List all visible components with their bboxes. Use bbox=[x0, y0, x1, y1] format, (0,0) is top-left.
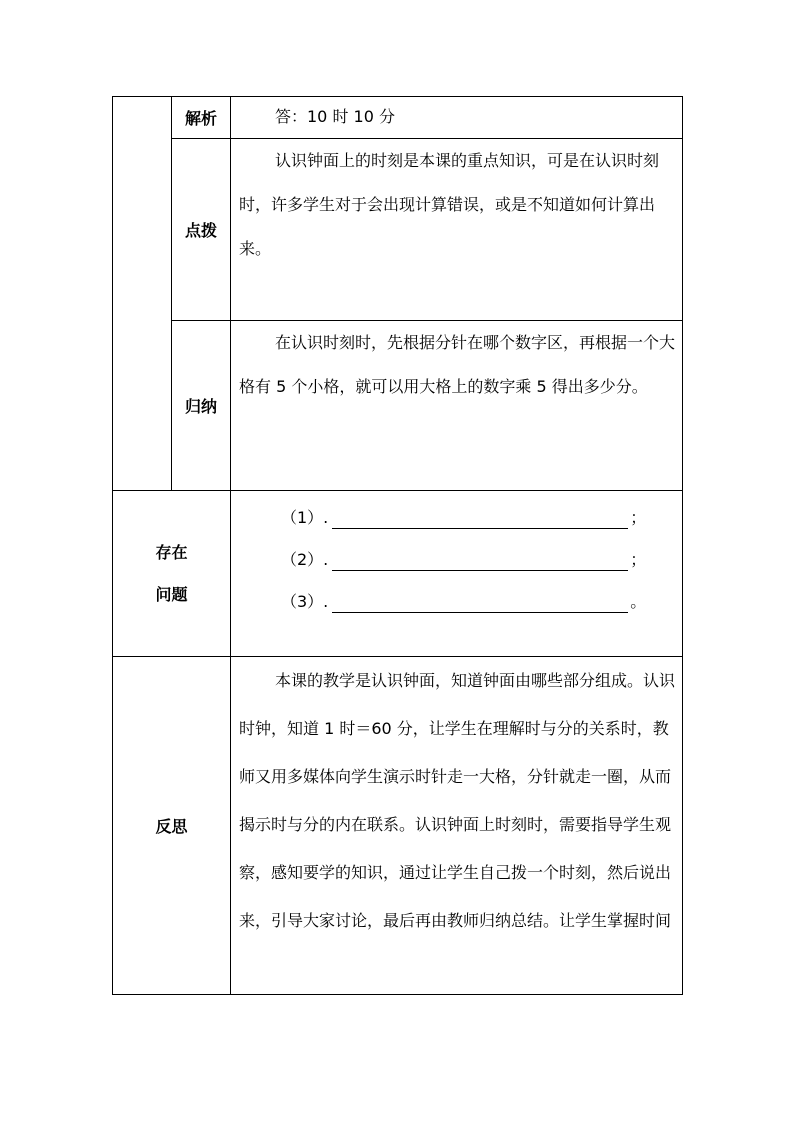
row-dianbo bbox=[113, 139, 683, 321]
problem-blank-line[interactable] bbox=[332, 550, 628, 571]
label-problems bbox=[113, 491, 231, 657]
label-problems-line2: 问题 bbox=[155, 584, 188, 604]
cell-problems bbox=[231, 491, 683, 657]
row-problems bbox=[113, 491, 683, 657]
label-fansi: 反思 bbox=[113, 657, 231, 995]
problem-number: （2）. bbox=[281, 550, 329, 569]
row-guina bbox=[113, 321, 683, 491]
problem-punct: 。 bbox=[630, 592, 647, 611]
problem-punct: ； bbox=[630, 550, 647, 569]
cell-fansi bbox=[231, 657, 683, 995]
row-fansi bbox=[113, 657, 683, 995]
problem-punct: ； bbox=[630, 508, 647, 527]
answer-text: 答：10 时 10 分 bbox=[275, 107, 395, 126]
cell-jiexi bbox=[231, 97, 683, 139]
lesson-table bbox=[112, 96, 683, 995]
label-dianbo: 点拨 bbox=[172, 139, 231, 321]
cell-guina bbox=[231, 321, 683, 491]
label-problems-line1: 存在 bbox=[155, 542, 188, 562]
fansi-text: 本课的教学是认识钟面，知道钟面由哪些部分组成。认识时钟，知道 1 时＝60 分，让学生在理解时与分的关系时，教师又用多媒体向学生演示时针走一大格，分针就走一圈，从而揭示时与分的内在联系。认识钟面上时刻时，需要指导学生观察，感知要学的知识，通过让学生自己拨一个时刻，然后说出来，引导大家讨论，最后再由教师归纳总结。让学生掌握时间 bbox=[239, 671, 676, 930]
cell-dianbo bbox=[231, 139, 683, 321]
dianbo-text: 认识钟面上的时刻是本课的重点知识，可是在认识时刻时，许多学生对于会出现计算错误，或是不知道如何计算出来。 bbox=[239, 151, 660, 258]
row-jiexi bbox=[113, 97, 683, 139]
problem-number: （1）. bbox=[281, 508, 329, 527]
problem-blank-line[interactable] bbox=[332, 508, 628, 529]
blank-left-cell bbox=[113, 97, 172, 491]
guina-text: 在认识时刻时，先根据分针在哪个数字区，再根据一个大格有 5 个小格，就可以用大格上的数字乘 5 得出多少分。 bbox=[239, 333, 676, 396]
problem-blank-line[interactable] bbox=[332, 592, 628, 613]
problem-item bbox=[231, 539, 682, 581]
problem-item bbox=[231, 497, 682, 539]
label-jiexi: 解析 bbox=[172, 97, 231, 139]
problem-number: （3）. bbox=[281, 592, 329, 611]
label-guina: 归纳 bbox=[172, 321, 231, 491]
problem-item bbox=[231, 581, 682, 623]
